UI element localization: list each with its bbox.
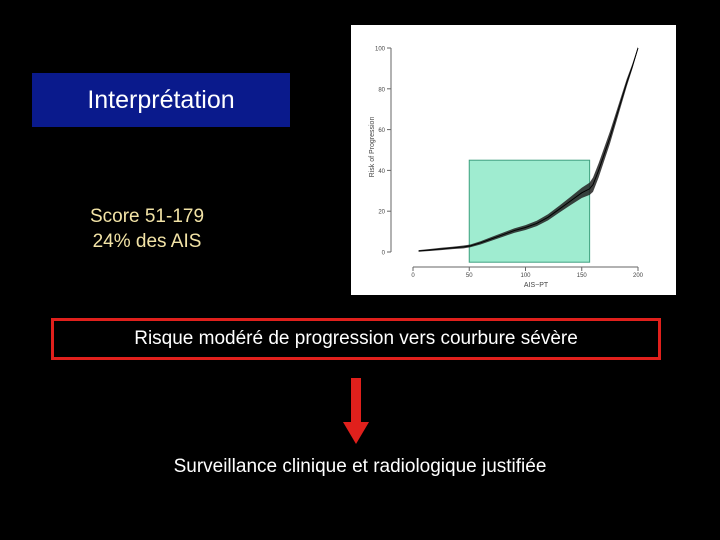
risk-statement-box (51, 318, 661, 360)
y-tick-label: 60 (378, 128, 385, 135)
x-tick-label: 100 (520, 273, 531, 279)
x-tick-label: 0 (411, 273, 415, 279)
x-axis-label: AIS−PT (523, 282, 549, 289)
y-tick-label: 80 (378, 87, 385, 94)
risk-chart-svg (351, 25, 676, 295)
score-percentage: 24% des AIS (92, 231, 202, 252)
x-tick-label: 200 (632, 273, 644, 279)
x-tick-label: 50 (465, 273, 473, 279)
score-summary (62, 204, 232, 254)
highlight-region (469, 160, 589, 262)
y-tick-label: 0 (381, 250, 385, 257)
down-arrow-icon (343, 378, 369, 444)
score-range: Score 51-179 (89, 206, 205, 227)
y-tick-label: 40 (378, 168, 385, 175)
risk-chart (351, 25, 676, 295)
risk-statement: Risque modéré de progression vers courbure sévère (134, 328, 578, 349)
slide-title: Interprétation (32, 73, 290, 127)
x-tick-label: 150 (576, 273, 587, 279)
conclusion-text: Surveillance clinique et radiologique justifiée (173, 456, 547, 477)
y-tick-label: 100 (374, 46, 385, 53)
y-axis-label: Risk of Progression (369, 116, 376, 178)
y-tick-label: 20 (378, 209, 385, 216)
